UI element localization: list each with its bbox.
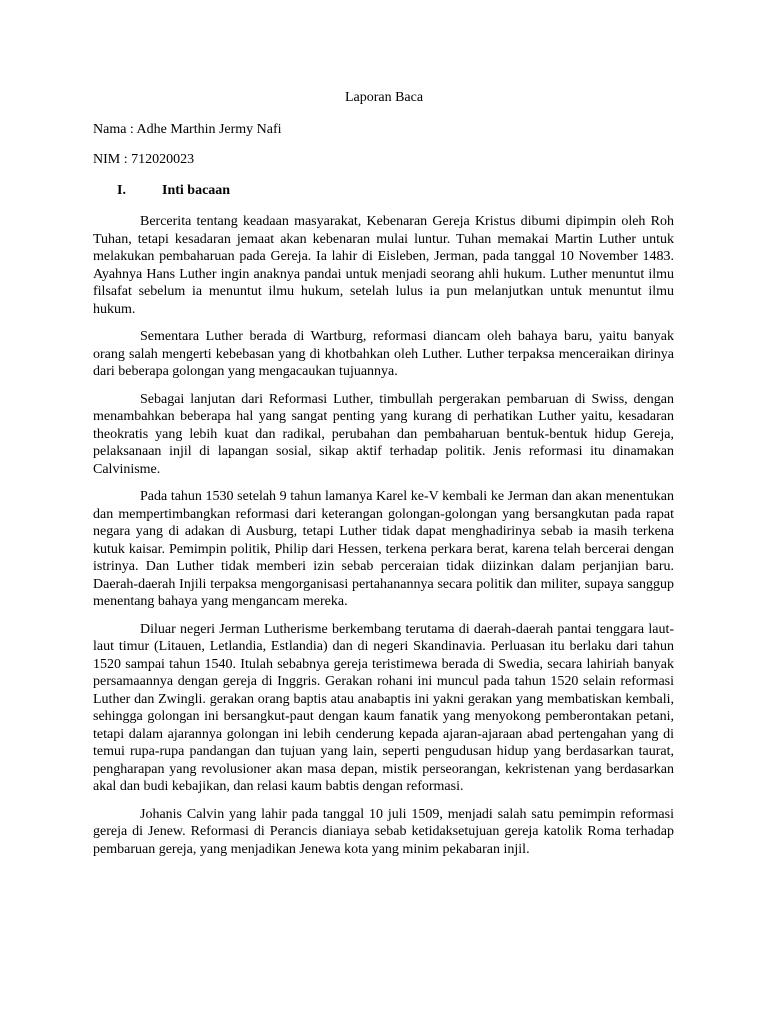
document-title: Laporan Baca xyxy=(344,90,424,105)
name-line: Nama : Adhe Marthin Jermy Nafi xyxy=(93,122,282,137)
paragraph: Sementara Luther berada di Wartburg, reformasi diancam oleh bahaya baru, yaitu banyak orang salah mengerti kebebasan yang di khotbahkan oleh Luther. Luther terpaksa menceraikan dirinya dari beberapa golongan yang mengacaukan tujuannya. xyxy=(93,329,674,379)
paragraph: Johanis Calvin yang lahir pada tanggal 10 juli 1509, menjadi salah satu pemimpin reformasi gereja di Jenew. Reformasi di Perancis dianiaya sebab ketidaksetujuan gereja katolik Roma terhadap pembaruan gereja, yang menjadikan Jenewa kota yang minim pekabaran injil. xyxy=(93,806,674,857)
paragraph: Bercerita tentang keadaan masyarakat, Kebenaran Gereja Kristus dibumi dipimpin oleh Roh Tuhan, tetapi kesadaran jemaat akan kebenaran mulai luntur. Tuhan memakai Martin Luther untuk melakukan pembaharuan pada Gereja. Ia lahir di Eisleben, Jerman, pada tanggal 10 November 1483. Ayahnya Hans Luther ingin anaknya pandai untuk menjadi seorang ahli hukum. Luther menuntut ilmu filsafat sebelum ia menuntut ilmu hukum, setelah lulus ia pun melanjutkan untuk menuntut ilmu hukum. xyxy=(93,214,674,317)
paragraph: Pada tahun 1530 setelah 9 tahun lamanya Karel ke-V kembali ke Jerman dan akan menentukan dan mempertimbangkan reformasi dari keterangan golongan-golongan yang bersangkutan pada rapat negara yang di adakan di Ausburg, tetapi Luther tidak dapat menghadirinya sebab ia masih terkena kutuk kaisar. Pemimpin politik, Philip dari Hessen, terkena perkara berat, karena telah bercerai dengan istrinya. Dan Luther tidak memberi izin sebab perceraian tidak diizinkan dalam perjanjian baru. Daerah-daerah Injili terpaksa mengorganisasi pertahanannya secara politik dan militer, supaya sanggup menentang bahaya yang mengancam mereka. xyxy=(93,489,674,609)
paragraph: Diluar negeri Jerman Lutherisme berkembang terutama di daerah-daerah pantai tenggara laut-laut timur (Litauen, Letlandia, Estlandia) dan di negeri Skandinavia. Perluasan itu berlaku dari tahun 1520 sampai tahun 1540. Itulah sebabnya gereja teristimewa berada di Swedia, secara lahiriah banyak persamaannya dengan gereja di Inggris. Gerakan rohani ini muncul pada tahun 1520 selain reformasi Luther dan Zwingli. gerakan orang baptis atau anabaptis ini yakni gerakan yang membatiskan kembali, sehingga golongan ini bersangkut-paut dengan kaum fanatik yang menyokong pemberontakan petani, tetapi dalam ajarannya golongan ini lebih cenderung kepada ajaran-ajaraan abad pertengahan yang di temui rupa-rupa pandangan dan tujuan yang lain, seperti pengudusan hidup yang berdasarkan taurat, pengharapan yang revolusioner akan masa depan, mistik perseorangan, kekristenan yang berdasarkan akal dan budi kebajikan, dan relasi kaum babtis dengan reformasi. xyxy=(93,621,674,794)
section-heading xyxy=(117,181,230,201)
section-number: I. xyxy=(117,183,126,198)
section-title: Inti bacaan xyxy=(162,183,231,198)
nim-line: NIM : 712020023 xyxy=(93,152,195,167)
document-body xyxy=(93,213,674,868)
paragraph: Sebagai lanjutan dari Reformasi Luther, timbullah pergerakan pembaruan di Swiss, dengan menambahkan beberapa hal yang sangat penting yang kurang di perhatikan Luther yaitu, kesadaran theokratis yang lebih kuat dan radikal, perubahan dan pembaharuan bentuk-bentuk hidup Gereja, pelaksanaan injil di lapangan sosial, sikap aktif terhadap politik. Jenis reformasi itu dinamakan Calvinisme. xyxy=(93,391,674,477)
